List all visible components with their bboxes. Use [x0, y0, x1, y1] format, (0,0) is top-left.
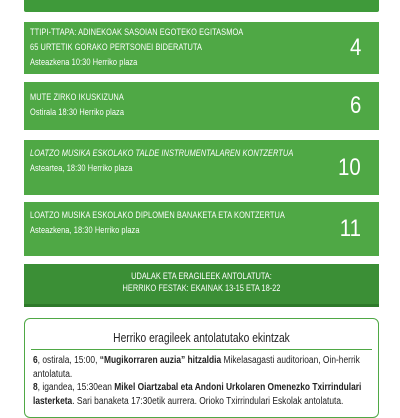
event-time-place: Ostirala 18:30 Herriko plaza: [30, 107, 125, 118]
agenda-item-date: 6: [33, 355, 38, 366]
banner-line-festival-dates: HERRIKO FESTAK: EKAINAK 13-15 ETA 18-22: [122, 283, 281, 294]
agenda-item-time: , ostirala, 15:00,: [37, 355, 100, 366]
section-title: Herriko eragileek antolatutako ekintzak: [113, 331, 290, 345]
agenda-item-1: [33, 354, 373, 381]
event-day-number: 4: [349, 34, 361, 61]
agenda-item-title: Mikel Oiartzabal eta Andoni Urkolaren Omenezko Txirrindulari lasterketa: [33, 382, 362, 407]
agenda-list: [33, 354, 373, 408]
event-title: TTIPI-TTAPA: ADINEKOAK SASOIAN EGOTEKO EGITASMOA: [30, 27, 244, 38]
agenda-item-details: . Sari banaketa 17:30etik aurrera. Orioko Txirrindulari Eskolak antolatuta.: [72, 395, 344, 407]
agenda-item-details: Mikelasagasti auditorioan, Oin-herrik antolatuta.: [33, 355, 360, 380]
event-card-3: [24, 140, 379, 195]
section-divider: [31, 349, 372, 350]
event-day-number: 6: [349, 92, 361, 119]
event-day-number: 11: [339, 215, 361, 242]
event-title: LOATZO MUSIKA ESKOLAKO DIPLOMEN BANAKETA ETA KONTZERTUA: [30, 210, 285, 221]
agenda-item-date: 8: [33, 382, 38, 393]
event-time-place: Asteartea, 18:30 Herriko plaza: [30, 163, 133, 174]
agenda-item-title: “Mugikorraren auzia” hitzaldia: [99, 355, 222, 366]
event-day-number: 10: [338, 153, 361, 181]
event-time-place: Asteazkena, 18:30 Herriko plaza: [30, 225, 140, 236]
event-card-4: [24, 202, 379, 256]
banner-line-organizers: UDALAK ETA ERAGILEEK ANTOLATUTA:: [131, 271, 272, 282]
agenda-item-time: , igandea, 15:30ean: [37, 382, 115, 393]
top-header-bar: [24, 0, 379, 12]
event-title: MUTE ZIRKO IKUSKIZUNA: [30, 92, 124, 103]
event-card-2: [24, 82, 379, 130]
festivals-banner: [24, 264, 379, 307]
event-title: LOATZO MUSIKA ESKOLAKO TALDE INSTRUMENTALAREN KONTZERTUA: [30, 148, 294, 159]
event-time-place: Asteazkena 10:30 Herriko plaza: [30, 57, 138, 68]
agenda-item-2: [33, 381, 373, 408]
local-activities-section: [24, 318, 379, 418]
event-subtitle: 65 URTETIK GORAKO PERTSONEI BIDERATUTA: [30, 42, 203, 53]
event-card-1: [24, 22, 379, 74]
